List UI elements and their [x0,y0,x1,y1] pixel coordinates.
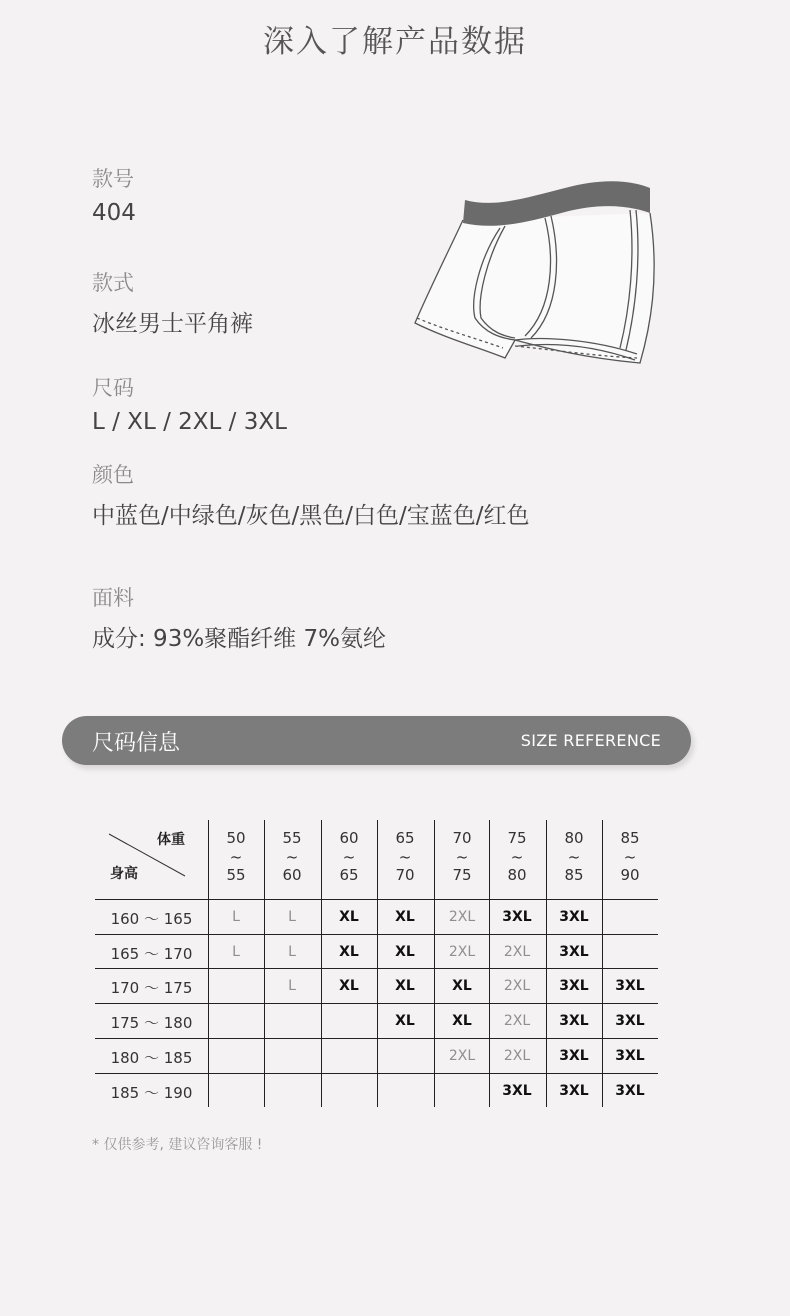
height-row-label: 175 ～ 180 [110,1014,193,1033]
weight-to: 55 [226,866,246,884]
size-cell: 3XL [615,1082,645,1099]
size-cell: 3XL [615,1013,645,1030]
footnote: * 仅供参考, 建议咨询客服 ! [92,1137,263,1153]
weight-sep: ~ [567,847,581,866]
size-cell: XL [395,1013,415,1030]
size-cell: 3XL [559,1082,589,1099]
column-divider [264,820,265,1107]
spec-label-style: 款式 [92,271,134,295]
size-cell: L [288,909,296,925]
spec-label-size: 尺码 [92,376,134,400]
size-info-title: 尺码信息 [92,731,181,756]
size-cell: 3XL [559,1047,589,1064]
size-cell: 2XL [448,1047,476,1064]
height-row-label: 170 ～ 175 [110,979,193,998]
weight-sep: ~ [229,847,243,866]
weight-col-header [377,829,433,907]
size-cell: L [232,943,240,960]
size-cell: XL [395,978,415,995]
size-cell: XL [339,943,359,960]
size-cell: L [232,909,240,925]
size-cell: 3XL [559,1013,589,1030]
size-cell: XL [395,909,415,925]
size-cell: 3XL [502,1082,532,1099]
spec-label-style-number: 款号 [92,167,134,191]
size-reference-header [62,716,691,765]
size-cell: 2XL [448,909,476,925]
weight-from: 55 [282,829,302,847]
column-divider [434,820,435,1107]
row-divider [95,899,658,900]
size-cell: XL [452,1013,472,1030]
weight-from: 70 [452,829,472,847]
size-cell: 2XL [503,978,531,995]
column-divider [489,820,490,1107]
size-cell: L [288,943,296,960]
size-cell: 2XL [503,943,531,960]
weight-to: 80 [507,866,527,884]
row-divider [95,968,658,969]
row-divider [95,1073,658,1074]
weight-to: 60 [282,866,302,884]
spec-value-style-number: 404 [92,200,136,226]
height-row-label: 160 ～ 165 [110,910,193,928]
weight-sep: ~ [398,847,412,866]
column-divider [602,820,603,1107]
row-divider [95,934,658,935]
weight-to: 75 [452,866,472,884]
height-row-label: 180 ～ 185 [110,1048,193,1067]
weight-sep: ~ [342,847,356,866]
spec-value-size: L / XL / 2XL / 3XL [92,409,287,435]
size-cell: 3XL [502,909,532,925]
weight-to: 65 [339,866,359,884]
column-divider [377,820,378,1107]
height-row-label: 185 ～ 190 [110,1083,193,1102]
weight-from: 80 [564,829,584,847]
size-cell: XL [395,943,415,960]
size-cell: XL [339,978,359,995]
height-row-label: 165 ～ 170 [110,944,193,963]
weight-to: 90 [620,866,640,884]
weight-col-header [321,829,377,907]
weight-col-header [434,829,490,907]
weight-col-header [208,829,264,907]
column-divider [208,820,209,1107]
size-cell: 2XL [503,1013,531,1030]
boxer-shorts-illustration [405,168,670,378]
weight-from: 50 [226,829,246,847]
weight-col-header [602,829,658,907]
size-cell: 3XL [559,978,589,995]
weight-to: 70 [395,866,415,884]
size-reference-title: SIZE REFERENCE [520,731,661,750]
size-cell: 3XL [615,978,645,995]
size-cell: 3XL [559,909,589,925]
row-divider [95,1003,658,1004]
spec-value-style: 冰丝男士平角裤 [92,311,253,337]
weight-from: 75 [507,829,527,847]
size-table [95,820,658,1110]
size-cell: 3XL [559,943,589,960]
weight-from: 65 [395,829,415,847]
weight-header: 体重 [157,832,185,848]
column-divider [321,820,322,1107]
spec-value-color: 中蓝色/中绿色/灰色/黑色/白色/宝蓝色/红色 [92,503,530,529]
weight-from: 85 [620,829,640,847]
weight-sep: ~ [623,847,637,866]
size-cell: XL [339,909,359,925]
weight-col-header [546,829,602,907]
weight-col-header [264,829,320,907]
column-divider [546,820,547,1107]
weight-sep: ~ [285,847,299,866]
height-header: 身高 [110,866,138,882]
weight-sep: ~ [455,847,469,866]
weight-sep: ~ [510,847,524,866]
page-title: 深入了解产品数据 [263,24,527,60]
size-cell: 2XL [448,943,476,960]
size-cell: 2XL [503,1047,531,1064]
weight-col-header [489,829,545,907]
size-cell: L [288,978,296,995]
size-cell: 3XL [615,1047,645,1064]
spec-label-color: 颜色 [92,463,134,487]
spec-value-fabric: 成分: 93%聚酯纤维 7%氨纶 [92,626,386,652]
size-cell: XL [452,978,472,995]
weight-from: 60 [339,829,359,847]
row-divider [95,1038,658,1039]
spec-label-fabric: 面料 [92,586,134,610]
weight-to: 85 [564,866,584,884]
